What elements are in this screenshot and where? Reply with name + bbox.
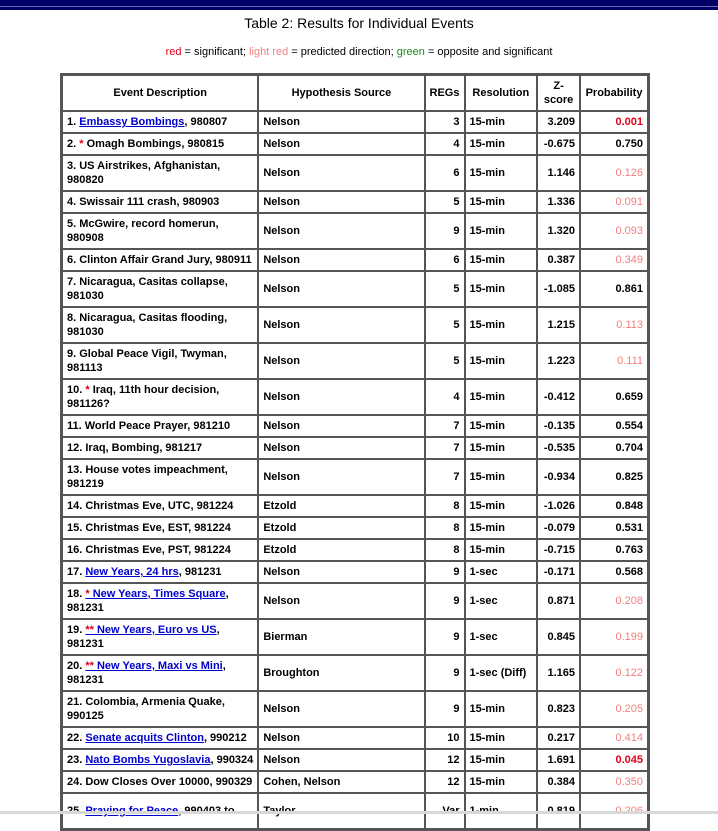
event-marker: * <box>79 138 87 150</box>
hypothesis-source-cell: Broughton <box>258 655 424 691</box>
event-date: , 990329 <box>209 776 253 788</box>
col-header-event: Event Description <box>62 75 258 111</box>
resolution-cell: 15-min <box>465 155 538 191</box>
event-date: , 981217 <box>159 442 203 454</box>
event-description-cell <box>62 561 258 583</box>
event-link[interactable] <box>85 624 216 636</box>
probability-cell: 0.113 <box>580 307 648 343</box>
resolution-cell: 1-sec <box>465 583 538 619</box>
event-name: Iraq, 11th hour decision, <box>92 384 220 396</box>
event-link-text: New Years, Maxi vs Mini <box>96 660 223 672</box>
event-link[interactable]: New Years, 24 hrs <box>85 566 179 578</box>
event-name: Dow Closes Over 10000 <box>85 776 210 788</box>
table-row <box>62 437 648 459</box>
event-date: , 980903 <box>176 196 220 208</box>
hypothesis-source-cell: Nelson <box>258 583 424 619</box>
event-link[interactable] <box>85 588 225 600</box>
col-header-regs: REGs <box>425 75 465 111</box>
probability-cell: 0.659 <box>580 379 648 415</box>
regs-cell: 8 <box>425 539 465 561</box>
event-number: 15. <box>67 522 86 534</box>
resolution-cell: 15-min <box>465 691 538 727</box>
event-description-cell <box>62 379 258 415</box>
probability-cell: 0.205 <box>580 691 648 727</box>
zscore-cell: 1.215 <box>537 307 580 343</box>
event-description-cell <box>62 539 258 561</box>
event-number: 22. <box>67 732 86 744</box>
col-header-resolution: Resolution <box>465 75 538 111</box>
event-number: 13. <box>67 464 86 476</box>
top-banner-bar <box>0 0 718 10</box>
table-row <box>62 459 648 495</box>
hypothesis-source-cell: Nelson <box>258 561 424 583</box>
event-description-cell <box>62 111 258 133</box>
zscore-cell: -0.675 <box>537 133 580 155</box>
event-name: McGwire, record homerun, <box>79 218 219 230</box>
resolution-cell: 15-min <box>465 191 538 213</box>
event-description-cell <box>62 583 258 619</box>
event-link-text: New Years, Euro vs US <box>96 624 217 636</box>
table-row <box>62 213 648 249</box>
hypothesis-source-cell: Nelson <box>258 437 424 459</box>
hypothesis-source-cell: Nelson <box>258 249 424 271</box>
hypothesis-source-cell: Nelson <box>258 379 424 415</box>
event-marker: ** <box>85 660 97 672</box>
resolution-cell: 15-min <box>465 213 538 249</box>
zscore-cell: -0.079 <box>537 517 580 539</box>
regs-cell: 10 <box>425 727 465 749</box>
regs-cell: 5 <box>425 343 465 379</box>
hypothesis-source-cell: Nelson <box>258 415 424 437</box>
hypothesis-source-cell: Nelson <box>258 271 424 307</box>
event-description-cell <box>62 155 258 191</box>
probability-cell: 0.531 <box>580 517 648 539</box>
event-description-cell <box>62 691 258 727</box>
probability-cell: 0.825 <box>580 459 648 495</box>
regs-cell: 3 <box>425 111 465 133</box>
regs-cell: 9 <box>425 655 465 691</box>
event-date: 981113 <box>67 362 103 374</box>
regs-cell: 5 <box>425 307 465 343</box>
regs-cell: 6 <box>425 155 465 191</box>
event-link-text: New Years, Times Square <box>92 588 226 600</box>
col-header-zscore: Z-score <box>537 75 580 111</box>
hypothesis-source-cell: Nelson <box>258 727 424 749</box>
probability-cell: 0.350 <box>580 771 648 793</box>
regs-cell: 7 <box>425 437 465 459</box>
table-row <box>62 379 648 415</box>
zscore-cell: 3.209 <box>537 111 580 133</box>
hypothesis-source-cell: Nelson <box>258 213 424 249</box>
event-number: 16. <box>67 544 86 556</box>
resolution-cell: 15-min <box>465 771 538 793</box>
hypothesis-source-cell: Nelson <box>258 111 424 133</box>
table-header-row <box>62 75 648 111</box>
zscore-cell: 0.871 <box>537 583 580 619</box>
event-marker: * <box>85 384 93 396</box>
event-number: 9. <box>67 348 80 360</box>
table-row <box>62 271 648 307</box>
table-row <box>62 415 648 437</box>
event-date: , 981224 <box>188 522 231 534</box>
event-number: 2. <box>67 138 80 150</box>
probability-cell: 0.122 <box>580 655 648 691</box>
zscore-cell: -0.934 <box>537 459 580 495</box>
regs-cell: 9 <box>425 213 465 249</box>
event-description-cell <box>62 249 258 271</box>
event-name: Christmas Eve, PST <box>85 544 189 556</box>
event-link[interactable]: Senate acquits Clinton <box>85 732 204 744</box>
event-link[interactable] <box>85 660 222 672</box>
hypothesis-source-cell: Cohen, Nelson <box>258 771 424 793</box>
event-marker: ** <box>85 624 97 636</box>
event-date: , 980911 <box>209 254 252 266</box>
legend-red-label: red <box>165 46 182 58</box>
zscore-cell: 0.217 <box>537 727 580 749</box>
probability-cell: 0.750 <box>580 133 648 155</box>
resolution-cell: 15-min <box>465 517 538 539</box>
event-date: , 980815 <box>181 138 225 150</box>
zscore-cell: -0.412 <box>537 379 580 415</box>
col-header-probability: Probability <box>580 75 648 111</box>
event-number: 5. <box>67 218 80 230</box>
probability-cell: 0.001 <box>580 111 648 133</box>
zscore-cell: 0.387 <box>537 249 580 271</box>
event-link[interactable]: Embassy Bombings <box>79 116 185 128</box>
event-date: 981030 <box>67 290 104 302</box>
top-banner-line <box>0 6 718 7</box>
resolution-cell: 1-sec <box>465 619 538 655</box>
probability-cell: 0.111 <box>580 343 648 379</box>
legend-light-red-text: = predicted direction; <box>288 46 397 58</box>
page-title: Table 2: Results for Individual Events <box>244 15 474 31</box>
event-name: Clinton Affair Grand Jury <box>79 254 210 266</box>
event-description-cell <box>62 415 258 437</box>
zscore-cell: -1.085 <box>537 271 580 307</box>
table-row <box>62 583 648 619</box>
results-table <box>60 73 650 831</box>
event-date: , 980807 <box>184 116 228 128</box>
probability-cell: 0.208 <box>580 583 648 619</box>
event-number: 3. <box>67 160 80 172</box>
event-date: , 981224 <box>188 544 231 556</box>
event-date: , 981231 <box>67 588 229 614</box>
legend-green-label: green <box>396 46 425 58</box>
event-description-cell <box>62 191 258 213</box>
event-date: 980820 <box>67 174 104 186</box>
event-name: Christmas Eve, UTC <box>85 500 191 512</box>
event-name: Omagh Bombings <box>86 138 182 150</box>
table-row <box>62 495 648 517</box>
event-number: 20. <box>67 660 86 672</box>
resolution-cell: 15-min <box>465 495 538 517</box>
event-date: 980908 <box>67 232 104 244</box>
resolution-cell: 15-min <box>465 249 538 271</box>
event-name: Swissair 111 crash <box>79 196 177 208</box>
event-number: 24. <box>67 776 86 788</box>
regs-cell: 12 <box>425 749 465 771</box>
event-number: 18. <box>67 588 86 600</box>
probability-cell: 0.126 <box>580 155 648 191</box>
event-name: US Airstrikes, Afghanistan, <box>79 160 221 172</box>
zscore-cell: 1.146 <box>537 155 580 191</box>
event-description-cell <box>62 655 258 691</box>
hypothesis-source-cell: Bierman <box>258 619 424 655</box>
event-number: 6. <box>67 254 80 266</box>
hypothesis-source-cell: Nelson <box>258 133 424 155</box>
event-number: 10. <box>67 384 86 396</box>
event-number: 8. <box>67 312 80 324</box>
regs-cell: 9 <box>425 561 465 583</box>
zscore-cell: -0.535 <box>537 437 580 459</box>
legend-red-text: = significant; <box>181 46 250 58</box>
resolution-cell: 15-min <box>465 271 538 307</box>
regs-cell: 4 <box>425 379 465 415</box>
event-number: 1. <box>67 116 80 128</box>
event-date: 981126? <box>67 398 110 410</box>
event-description-cell <box>62 271 258 307</box>
hypothesis-source-cell: Etzold <box>258 495 424 517</box>
hypothesis-source-cell: Nelson <box>258 191 424 213</box>
event-name: Global Peace Vigil, Twyman, <box>79 348 227 360</box>
event-number: 21. <box>67 696 86 708</box>
event-description-cell <box>62 619 258 655</box>
event-description-cell <box>62 213 258 249</box>
probability-cell: 0.349 <box>580 249 648 271</box>
resolution-cell: 1-sec <box>465 561 538 583</box>
hypothesis-source-cell: Nelson <box>258 749 424 771</box>
probability-cell: 0.568 <box>580 561 648 583</box>
regs-cell: 7 <box>425 415 465 437</box>
table-row <box>62 133 648 155</box>
table-row <box>62 691 648 727</box>
event-name: World Peace Prayer <box>84 420 188 432</box>
regs-cell: 9 <box>425 619 465 655</box>
event-date: , 981231 <box>67 660 226 686</box>
col-header-source: Hypothesis Source <box>258 75 424 111</box>
table-row <box>62 771 648 793</box>
resolution-cell: 15-min <box>465 415 538 437</box>
event-date: , 990324 <box>210 754 254 766</box>
event-description-cell <box>62 749 258 771</box>
table-row <box>62 561 648 583</box>
event-marker: * <box>85 588 93 600</box>
event-date: 981030 <box>67 326 104 338</box>
color-legend <box>0 46 718 58</box>
regs-cell: 8 <box>425 495 465 517</box>
event-number: 19. <box>67 624 86 636</box>
zscore-cell: -0.715 <box>537 539 580 561</box>
probability-cell: 0.414 <box>580 727 648 749</box>
event-description-cell <box>62 307 258 343</box>
event-number: 23. <box>67 754 86 766</box>
zscore-cell: 1.320 <box>537 213 580 249</box>
event-name: Christmas Eve, EST <box>85 522 189 534</box>
zscore-cell: -0.171 <box>537 561 580 583</box>
event-date: , 981210 <box>187 420 231 432</box>
table-row <box>62 307 648 343</box>
table-row <box>62 727 648 749</box>
table-row <box>62 111 648 133</box>
table-row <box>62 655 648 691</box>
probability-cell: 0.554 <box>580 415 648 437</box>
event-number: 17. <box>67 566 86 578</box>
table-row <box>62 749 648 771</box>
resolution-cell: 15-min <box>465 749 538 771</box>
probability-cell: 0.848 <box>580 495 648 517</box>
probability-cell: 0.199 <box>580 619 648 655</box>
hypothesis-source-cell: Nelson <box>258 155 424 191</box>
event-date: , 981231 <box>67 624 220 650</box>
probability-cell: 0.045 <box>580 749 648 771</box>
resolution-cell: 15-min <box>465 727 538 749</box>
table-body <box>62 111 648 829</box>
regs-cell: 4 <box>425 133 465 155</box>
table-row <box>62 539 648 561</box>
resolution-cell: 15-min <box>465 307 538 343</box>
event-description-cell <box>62 437 258 459</box>
event-description-cell <box>62 771 258 793</box>
event-number: 7. <box>67 276 80 288</box>
event-number: 14. <box>67 500 86 512</box>
resolution-cell: 15-min <box>465 437 538 459</box>
zscore-cell: 1.691 <box>537 749 580 771</box>
event-date: 981219 <box>67 478 104 490</box>
zscore-cell: 1.336 <box>537 191 580 213</box>
zscore-cell: 1.165 <box>537 655 580 691</box>
zscore-cell: -1.026 <box>537 495 580 517</box>
probability-cell: 0.704 <box>580 437 648 459</box>
event-link[interactable]: Nato Bombs Yugoslavia <box>85 754 211 766</box>
table-row <box>62 155 648 191</box>
probability-cell: 0.861 <box>580 271 648 307</box>
event-name: Nicaragua, Casitas flooding, <box>79 312 228 324</box>
zscore-cell: 0.823 <box>537 691 580 727</box>
event-date: , 990212 <box>203 732 247 744</box>
event-name: Nicaragua, Casitas collapse, <box>79 276 228 288</box>
hypothesis-source-cell: Nelson <box>258 691 424 727</box>
zscore-cell: -0.135 <box>537 415 580 437</box>
event-name: Colombia, Armenia Quake, <box>85 696 225 708</box>
regs-cell: 6 <box>425 249 465 271</box>
event-number: 11. <box>67 420 85 432</box>
zscore-cell: 0.384 <box>537 771 580 793</box>
resolution-cell: 1-sec (Diff) <box>465 655 538 691</box>
event-date: 990125 <box>67 710 104 722</box>
event-number: 4. <box>67 196 80 208</box>
hypothesis-source-cell: Nelson <box>258 307 424 343</box>
event-name: Iraq, Bombing <box>85 442 160 454</box>
resolution-cell: 15-min <box>465 379 538 415</box>
zscore-cell: 1.223 <box>537 343 580 379</box>
resolution-cell: 15-min <box>465 459 538 495</box>
table-row <box>62 191 648 213</box>
hypothesis-source-cell: Nelson <box>258 343 424 379</box>
event-description-cell <box>62 133 258 155</box>
event-description-cell <box>62 459 258 495</box>
hypothesis-source-cell: Etzold <box>258 539 424 561</box>
table-row <box>62 249 648 271</box>
regs-cell: 5 <box>425 271 465 307</box>
regs-cell: 8 <box>425 517 465 539</box>
table-row <box>62 343 648 379</box>
event-description-cell <box>62 495 258 517</box>
event-date: , 981231 <box>178 566 222 578</box>
regs-cell: 5 <box>425 191 465 213</box>
hypothesis-source-cell: Etzold <box>258 517 424 539</box>
probability-cell: 0.763 <box>580 539 648 561</box>
regs-cell: 7 <box>425 459 465 495</box>
regs-cell: 12 <box>425 771 465 793</box>
legend-light-red-label: light red <box>249 46 289 58</box>
regs-cell: 9 <box>425 691 465 727</box>
probability-cell: 0.093 <box>580 213 648 249</box>
legend-green-text: = opposite and significant <box>424 46 553 58</box>
resolution-cell: 15-min <box>465 343 538 379</box>
table-row <box>62 517 648 539</box>
resolution-cell: 15-min <box>465 539 538 561</box>
event-date: , 981224 <box>190 500 234 512</box>
event-name: House votes impeachment, <box>85 464 228 476</box>
event-description-cell <box>62 517 258 539</box>
event-description-cell <box>62 727 258 749</box>
resolution-cell: 15-min <box>465 111 538 133</box>
event-description-cell <box>62 343 258 379</box>
table-row <box>62 619 648 655</box>
zscore-cell: 0.845 <box>537 619 580 655</box>
event-number: 12. <box>67 442 86 454</box>
probability-cell: 0.091 <box>580 191 648 213</box>
resolution-cell: 15-min <box>465 133 538 155</box>
hypothesis-source-cell: Nelson <box>258 459 424 495</box>
regs-cell: 9 <box>425 583 465 619</box>
